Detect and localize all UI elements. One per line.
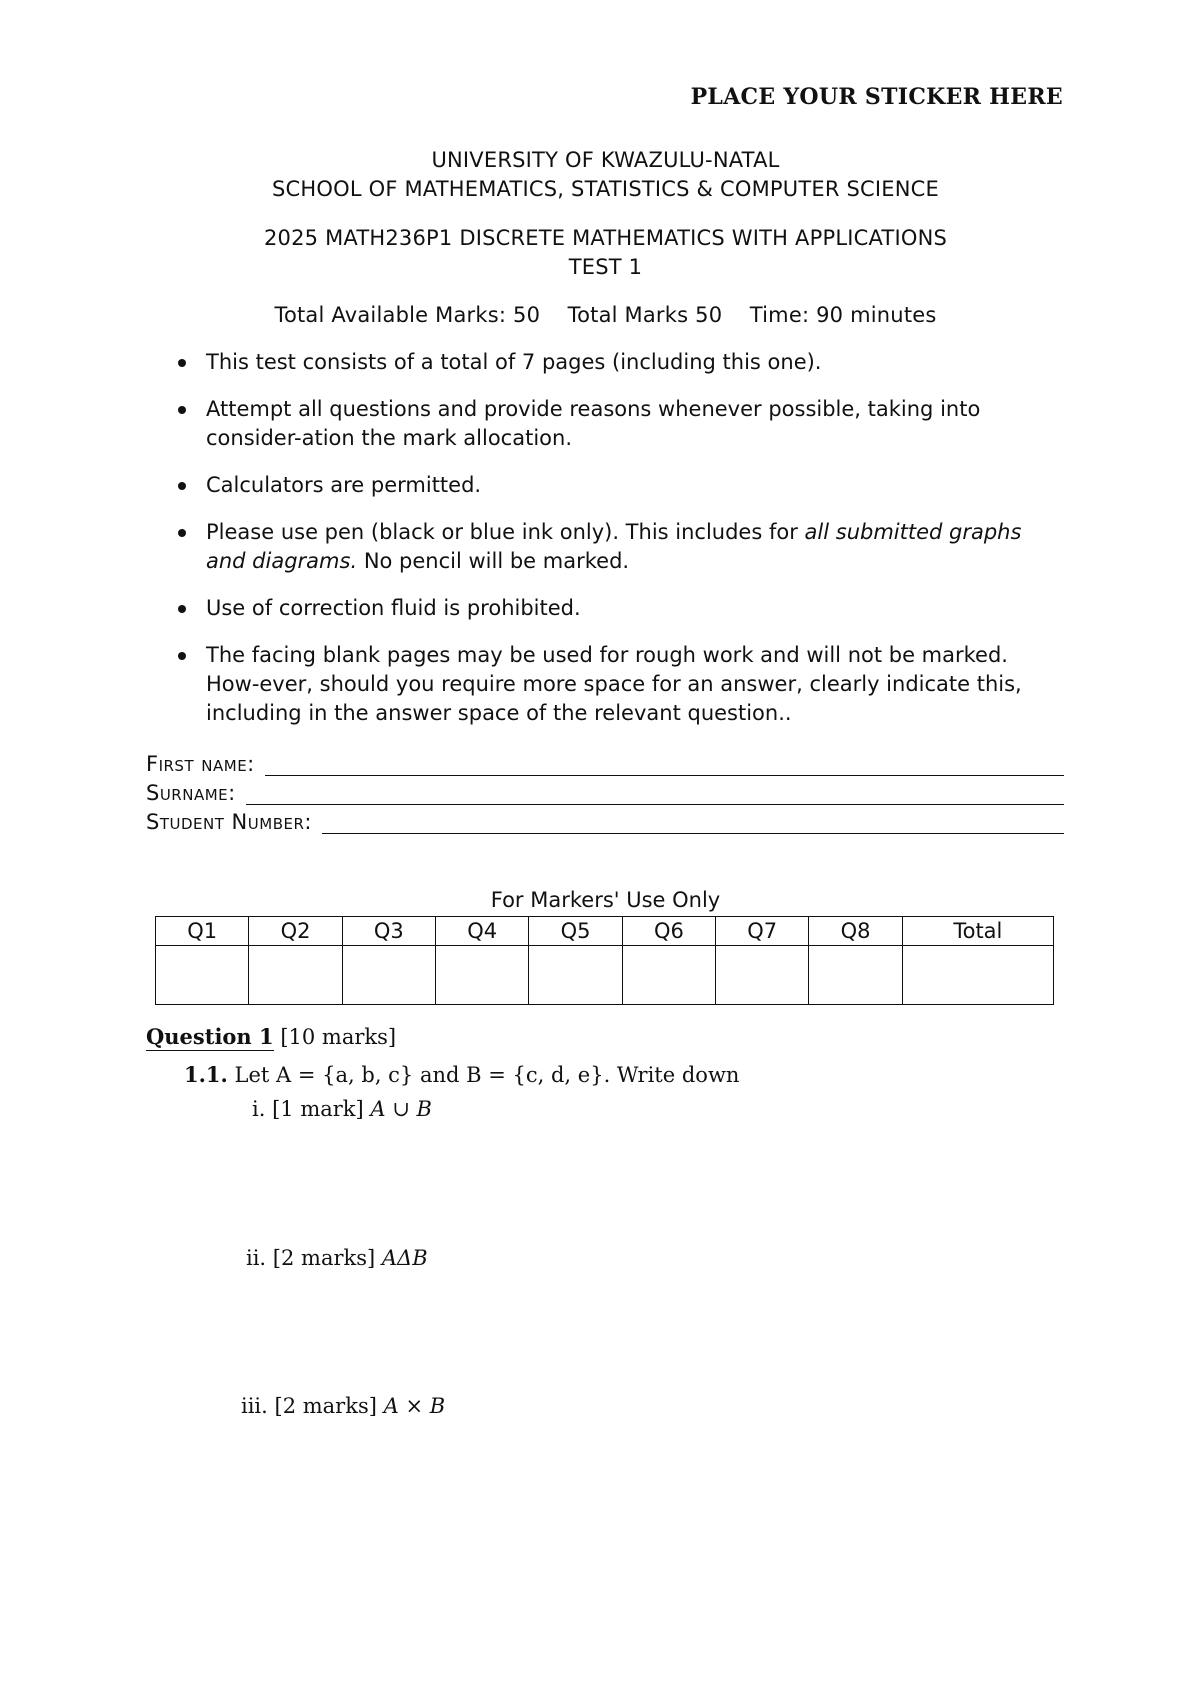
subpart-expression: A × B — [383, 1394, 446, 1418]
header-q7: Q7 — [716, 917, 809, 946]
header-total: Total — [902, 917, 1053, 946]
header-q4: Q4 — [436, 917, 529, 946]
instruction-item: This test consists of a total of 7 pages (including this one). — [170, 348, 1066, 377]
test-title: TEST 1 — [568, 255, 643, 279]
score-cell[interactable] — [809, 946, 902, 1005]
student-number-label: Student Number: — [146, 810, 312, 834]
subpart-expression: AΔB — [381, 1246, 428, 1270]
bullet-icon — [178, 482, 186, 490]
bullet-icon — [178, 359, 186, 367]
header-q3: Q3 — [342, 917, 435, 946]
subpart-i — [252, 1097, 432, 1121]
subpart-number: ii. — [246, 1246, 267, 1270]
question-1-title: Question 1 — [146, 1024, 274, 1049]
subpart-marks: [2 marks] — [272, 1246, 376, 1270]
markers-score-row — [156, 946, 1054, 1005]
score-cell[interactable] — [342, 946, 435, 1005]
subpart-ii — [246, 1246, 428, 1270]
markers-table — [155, 916, 1054, 1005]
bullet-icon — [178, 652, 186, 660]
subpart-number: iii. — [241, 1394, 268, 1418]
score-cell[interactable] — [436, 946, 529, 1005]
first-name-field[interactable] — [146, 752, 1064, 776]
first-name-label: First name: — [146, 752, 255, 776]
bullet-icon — [178, 406, 186, 414]
part-text: Let A = {a, b, c} and B = {c, d, e}. Write down — [234, 1063, 740, 1087]
instruction-item: Attempt all questions and provide reasons whenever possible, taking into consider-ation the mark allocation. — [170, 395, 1066, 453]
school-name: SCHOOL OF MATHEMATICS, STATISTICS & COMPUTER SCIENCE — [271, 177, 940, 201]
score-cell[interactable] — [902, 946, 1053, 1005]
instruction-item: Calculators are permitted. — [170, 471, 1066, 500]
score-cell[interactable] — [249, 946, 342, 1005]
header-q1: Q1 — [156, 917, 249, 946]
instruction-item: Use of correction fluid is prohibited. — [170, 594, 1066, 623]
subpart-marks: [2 marks] — [274, 1394, 377, 1418]
score-cell[interactable] — [622, 946, 715, 1005]
first-name-line[interactable] — [265, 757, 1064, 776]
surname-label: Surname: — [146, 781, 236, 805]
header-q8: Q8 — [809, 917, 902, 946]
header-q2: Q2 — [249, 917, 342, 946]
instruction-item: The facing blank pages may be used for rough work and will not be marked. How-ever, should you require more space for an answer, clearly indicate this, including in the answer space of the relevant question.. — [170, 641, 1066, 728]
bullet-icon — [178, 605, 186, 613]
question-1-marks: [10 marks] — [280, 1025, 397, 1049]
subpart-number: i. — [252, 1097, 266, 1121]
instruction-item: Please use pen (black or blue ink only). This includes for all submitted graphs and diagrams. No pencil will be marked. — [170, 518, 1066, 576]
bullet-icon — [178, 529, 186, 537]
instructions-list — [170, 348, 1066, 746]
subpart-marks: [1 mark] — [272, 1097, 364, 1121]
student-number-line[interactable] — [322, 815, 1064, 834]
markers-caption: For Markers' Use Only — [490, 888, 721, 912]
part-1-1 — [184, 1062, 739, 1087]
student-number-field[interactable] — [146, 810, 1064, 834]
score-cell[interactable] — [716, 946, 809, 1005]
question-1-heading — [146, 1024, 396, 1049]
sticker-placeholder: PLACE YOUR STICKER HERE — [690, 84, 1063, 110]
markers-header-row — [156, 917, 1054, 946]
university-name: UNIVERSITY OF KWAZULU-NATAL — [431, 148, 780, 172]
subpart-iii — [241, 1394, 445, 1418]
header-q6: Q6 — [622, 917, 715, 946]
surname-line[interactable] — [246, 786, 1064, 805]
surname-field[interactable] — [146, 781, 1064, 805]
course-title: 2025 MATH236P1 DISCRETE MATHEMATICS WITH APPLICATIONS — [263, 226, 948, 250]
part-number: 1.1. — [184, 1062, 228, 1087]
marks-summary: Total Available Marks: 50 Total Marks 50 Time: 90 minutes — [274, 303, 937, 327]
subpart-expression: A ∪ B — [370, 1097, 432, 1121]
score-cell[interactable] — [156, 946, 249, 1005]
header-q5: Q5 — [529, 917, 622, 946]
score-cell[interactable] — [529, 946, 622, 1005]
